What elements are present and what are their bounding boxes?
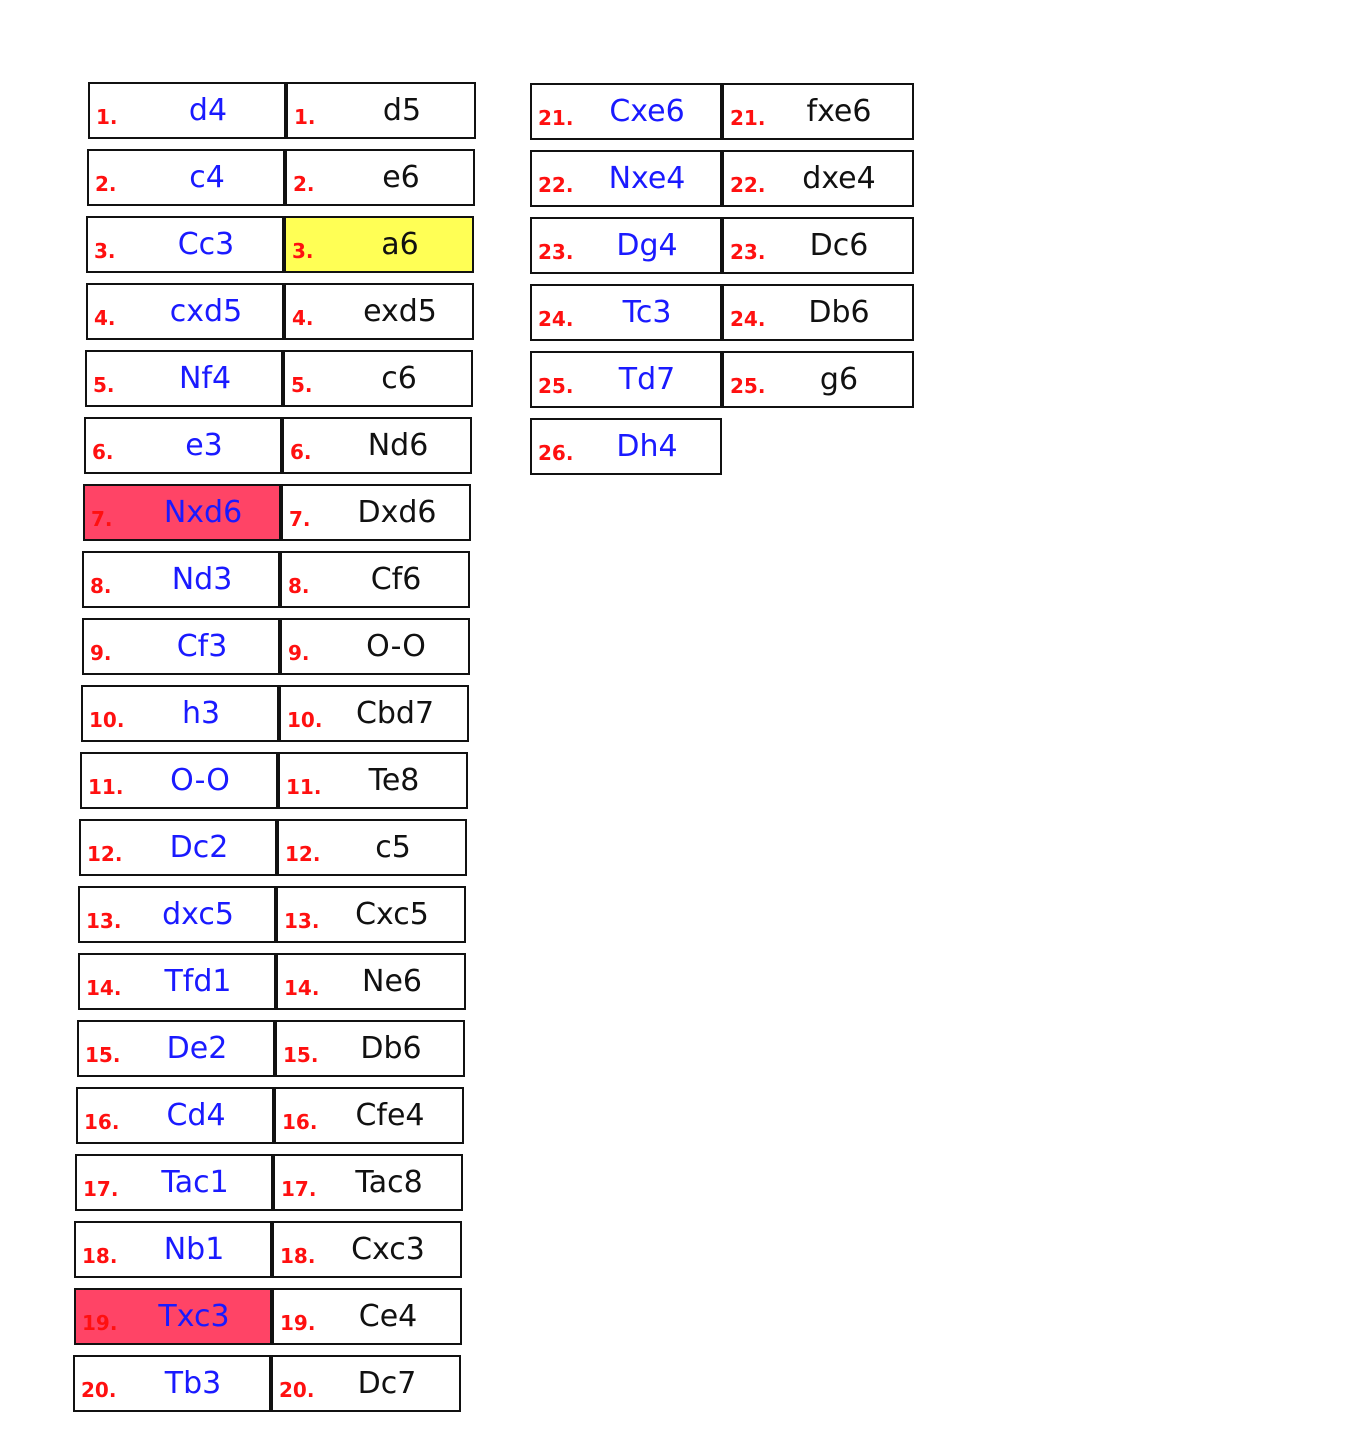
black-move-cell[interactable] [278,752,468,809]
move-number: 9. [90,641,112,665]
white-move-text: Nxe4 [608,161,686,196]
white-move-text: Dh4 [616,429,678,464]
move-row [87,149,487,216]
move-row [75,1154,475,1221]
white-move-text: d4 [188,93,228,128]
black-move-text: Dxd6 [357,495,437,530]
black-move-cell[interactable] [285,149,475,206]
black-move-cell[interactable] [281,484,471,541]
move-row [530,418,930,485]
white-move-text: O-O [170,763,230,798]
move-number: 9. [288,641,310,665]
move-number: 25. [538,374,574,398]
move-number: 22. [730,173,766,197]
white-move-text: Td7 [618,362,676,397]
black-move-text: Cf6 [370,562,422,597]
black-move-cell[interactable] [276,886,466,943]
move-number: 1. [294,105,316,129]
move-number: 5. [291,373,313,397]
move-number: 4. [292,306,314,330]
move-number: 17. [83,1177,119,1201]
black-move-text: O-O [366,629,426,664]
black-move-cell[interactable] [273,1154,463,1211]
move-number: 13. [284,909,320,933]
white-move-cell[interactable] [87,149,285,206]
black-move-text: Nd6 [367,428,429,463]
white-move-cell[interactable] [86,283,284,340]
white-move-text: Nf4 [178,361,232,396]
move-number: 10. [287,708,323,732]
move-number: 3. [292,239,314,263]
move-row [86,283,486,350]
white-move-text: h3 [181,696,221,731]
move-number: 8. [90,574,112,598]
move-row [83,484,483,551]
black-move-text: Ne6 [362,964,422,999]
move-number: 11. [88,775,124,799]
white-move-cell[interactable] [82,618,280,675]
white-move-cell[interactable] [75,1154,273,1211]
move-column-1 [72,82,472,1422]
move-number: 12. [285,842,321,866]
white-move-text: Cc3 [177,227,235,262]
move-number: 21. [730,106,766,130]
move-row [530,351,930,418]
white-move-cell[interactable] [73,1355,271,1412]
move-row [74,1221,474,1288]
move-number: 12. [87,842,123,866]
white-move-cell[interactable] [74,1221,272,1278]
move-number: 18. [82,1244,118,1268]
move-row [530,83,930,150]
white-move-cell[interactable] [530,284,722,341]
move-row [76,1087,476,1154]
move-number: 16. [84,1110,120,1134]
move-number: 19. [280,1311,316,1335]
white-move-text: Cf3 [176,629,228,664]
move-number: 25. [730,374,766,398]
move-number: 16. [282,1110,318,1134]
white-move-text: Cxe6 [609,94,685,129]
white-move-cell[interactable] [530,418,722,475]
black-move-cell[interactable] [722,83,914,140]
move-number: 7. [289,507,311,531]
black-move-cell[interactable] [280,551,470,608]
black-move-cell[interactable] [274,1087,464,1144]
move-number: 6. [92,440,114,464]
black-move-cell[interactable] [275,1020,465,1077]
move-number: 14. [86,976,122,1000]
move-number: 10. [89,708,125,732]
black-move-text: c5 [375,830,411,865]
move-row [78,886,478,953]
move-column-2 [530,83,930,485]
black-move-cell[interactable] [286,82,476,139]
black-move-text: Cfe4 [355,1098,425,1133]
white-move-cell[interactable] [83,484,281,541]
white-move-text: c4 [189,160,225,195]
move-number: 11. [286,775,322,799]
black-move-cell[interactable] [283,350,473,407]
black-move-text: Db6 [808,295,870,330]
move-number: 15. [85,1043,121,1067]
move-number: 20. [81,1378,117,1402]
move-row [82,618,482,685]
black-move-text: dxe4 [802,161,876,196]
white-move-cell[interactable] [78,953,276,1010]
black-move-text: c6 [381,361,417,396]
move-row [530,150,930,217]
move-number: 7. [91,507,113,531]
black-move-cell[interactable] [284,216,474,273]
black-move-cell[interactable] [279,685,469,742]
move-number: 5. [93,373,115,397]
black-move-text: g6 [819,362,859,397]
move-number: 4. [94,306,116,330]
black-move-cell[interactable] [722,217,914,274]
white-move-cell[interactable] [86,216,284,273]
move-row [86,216,486,283]
move-number: 20. [279,1378,315,1402]
white-move-cell[interactable] [530,351,722,408]
white-move-text: Nd3 [171,562,233,597]
white-move-text: Dg4 [616,228,678,263]
black-move-cell[interactable] [284,283,474,340]
black-move-text: Tac8 [355,1165,423,1200]
black-move-text: Dc6 [809,228,869,263]
black-move-text: a6 [381,227,419,262]
move-number: 15. [283,1043,319,1067]
move-row [73,1355,473,1422]
move-number: 23. [730,240,766,264]
black-move-cell[interactable] [722,150,914,207]
black-move-text: Dc7 [357,1366,417,1401]
black-move-text: exd5 [363,294,437,329]
move-row [88,82,488,149]
white-move-cell[interactable] [78,886,276,943]
white-move-cell[interactable] [80,752,278,809]
white-move-cell[interactable] [79,819,277,876]
white-move-text: cxd5 [169,294,243,329]
move-row [74,1288,474,1355]
move-row [81,685,481,752]
white-move-text: Tac1 [161,1165,229,1200]
move-number: 19. [82,1311,118,1335]
white-move-text: Dc2 [169,830,229,865]
white-move-cell[interactable] [530,150,722,207]
white-move-cell[interactable] [88,82,286,139]
black-move-text: Cbd7 [355,696,435,731]
white-move-text: Txc3 [158,1299,230,1334]
black-move-text: Db6 [360,1031,422,1066]
white-move-cell[interactable] [77,1020,275,1077]
move-row [78,953,478,1020]
black-move-text: Cxc5 [355,897,429,932]
black-move-cell[interactable] [280,618,470,675]
move-row [530,284,930,351]
move-number: 14. [284,976,320,1000]
black-move-cell[interactable] [722,351,914,408]
move-number: 21. [538,106,574,130]
move-row [79,819,479,886]
move-number: 24. [730,307,766,331]
black-move-cell[interactable] [277,819,467,876]
white-move-cell[interactable] [82,551,280,608]
white-move-text: Nb1 [163,1232,225,1267]
move-number: 23. [538,240,574,264]
white-move-text: Tfd1 [164,964,232,999]
black-move-cell[interactable] [272,1221,462,1278]
black-move-text: Ce4 [358,1299,418,1334]
move-number: 17. [281,1177,317,1201]
black-move-cell[interactable] [276,953,466,1010]
white-move-cell[interactable] [84,417,282,474]
black-move-cell[interactable] [271,1355,461,1412]
move-number: 13. [86,909,122,933]
move-row [84,417,484,484]
move-number: 22. [538,173,574,197]
move-row [77,1020,477,1087]
black-move-cell[interactable] [282,417,472,474]
move-row [530,217,930,284]
white-move-text: De2 [166,1031,228,1066]
move-number: 8. [288,574,310,598]
white-move-cell[interactable] [74,1288,272,1345]
black-move-cell[interactable] [272,1288,462,1345]
white-move-text: dxc5 [162,897,234,932]
move-number: 26. [538,441,574,465]
move-number: 6. [290,440,312,464]
white-move-text: Tc3 [622,295,672,330]
move-row [82,551,482,618]
move-number: 3. [94,239,116,263]
white-move-text: e3 [185,428,223,463]
black-move-text: Cxc3 [351,1232,425,1267]
black-move-text: Te8 [368,763,420,798]
black-move-text: fxe6 [806,94,872,129]
move-number: 2. [95,172,117,196]
move-number: 2. [293,172,315,196]
white-move-cell[interactable] [85,350,283,407]
white-move-cell[interactable] [530,217,722,274]
move-number: 18. [280,1244,316,1268]
white-move-text: Nxd6 [163,495,243,530]
white-move-cell[interactable] [530,83,722,140]
black-move-text: d5 [382,93,422,128]
white-move-text: Tb3 [164,1366,222,1401]
black-move-text: e6 [382,160,420,195]
move-number: 1. [96,105,118,129]
white-move-cell[interactable] [76,1087,274,1144]
move-row [85,350,485,417]
move-number: 24. [538,307,574,331]
black-move-cell[interactable] [722,284,914,341]
move-row [80,752,480,819]
white-move-cell[interactable] [81,685,279,742]
white-move-text: Cd4 [166,1098,226,1133]
